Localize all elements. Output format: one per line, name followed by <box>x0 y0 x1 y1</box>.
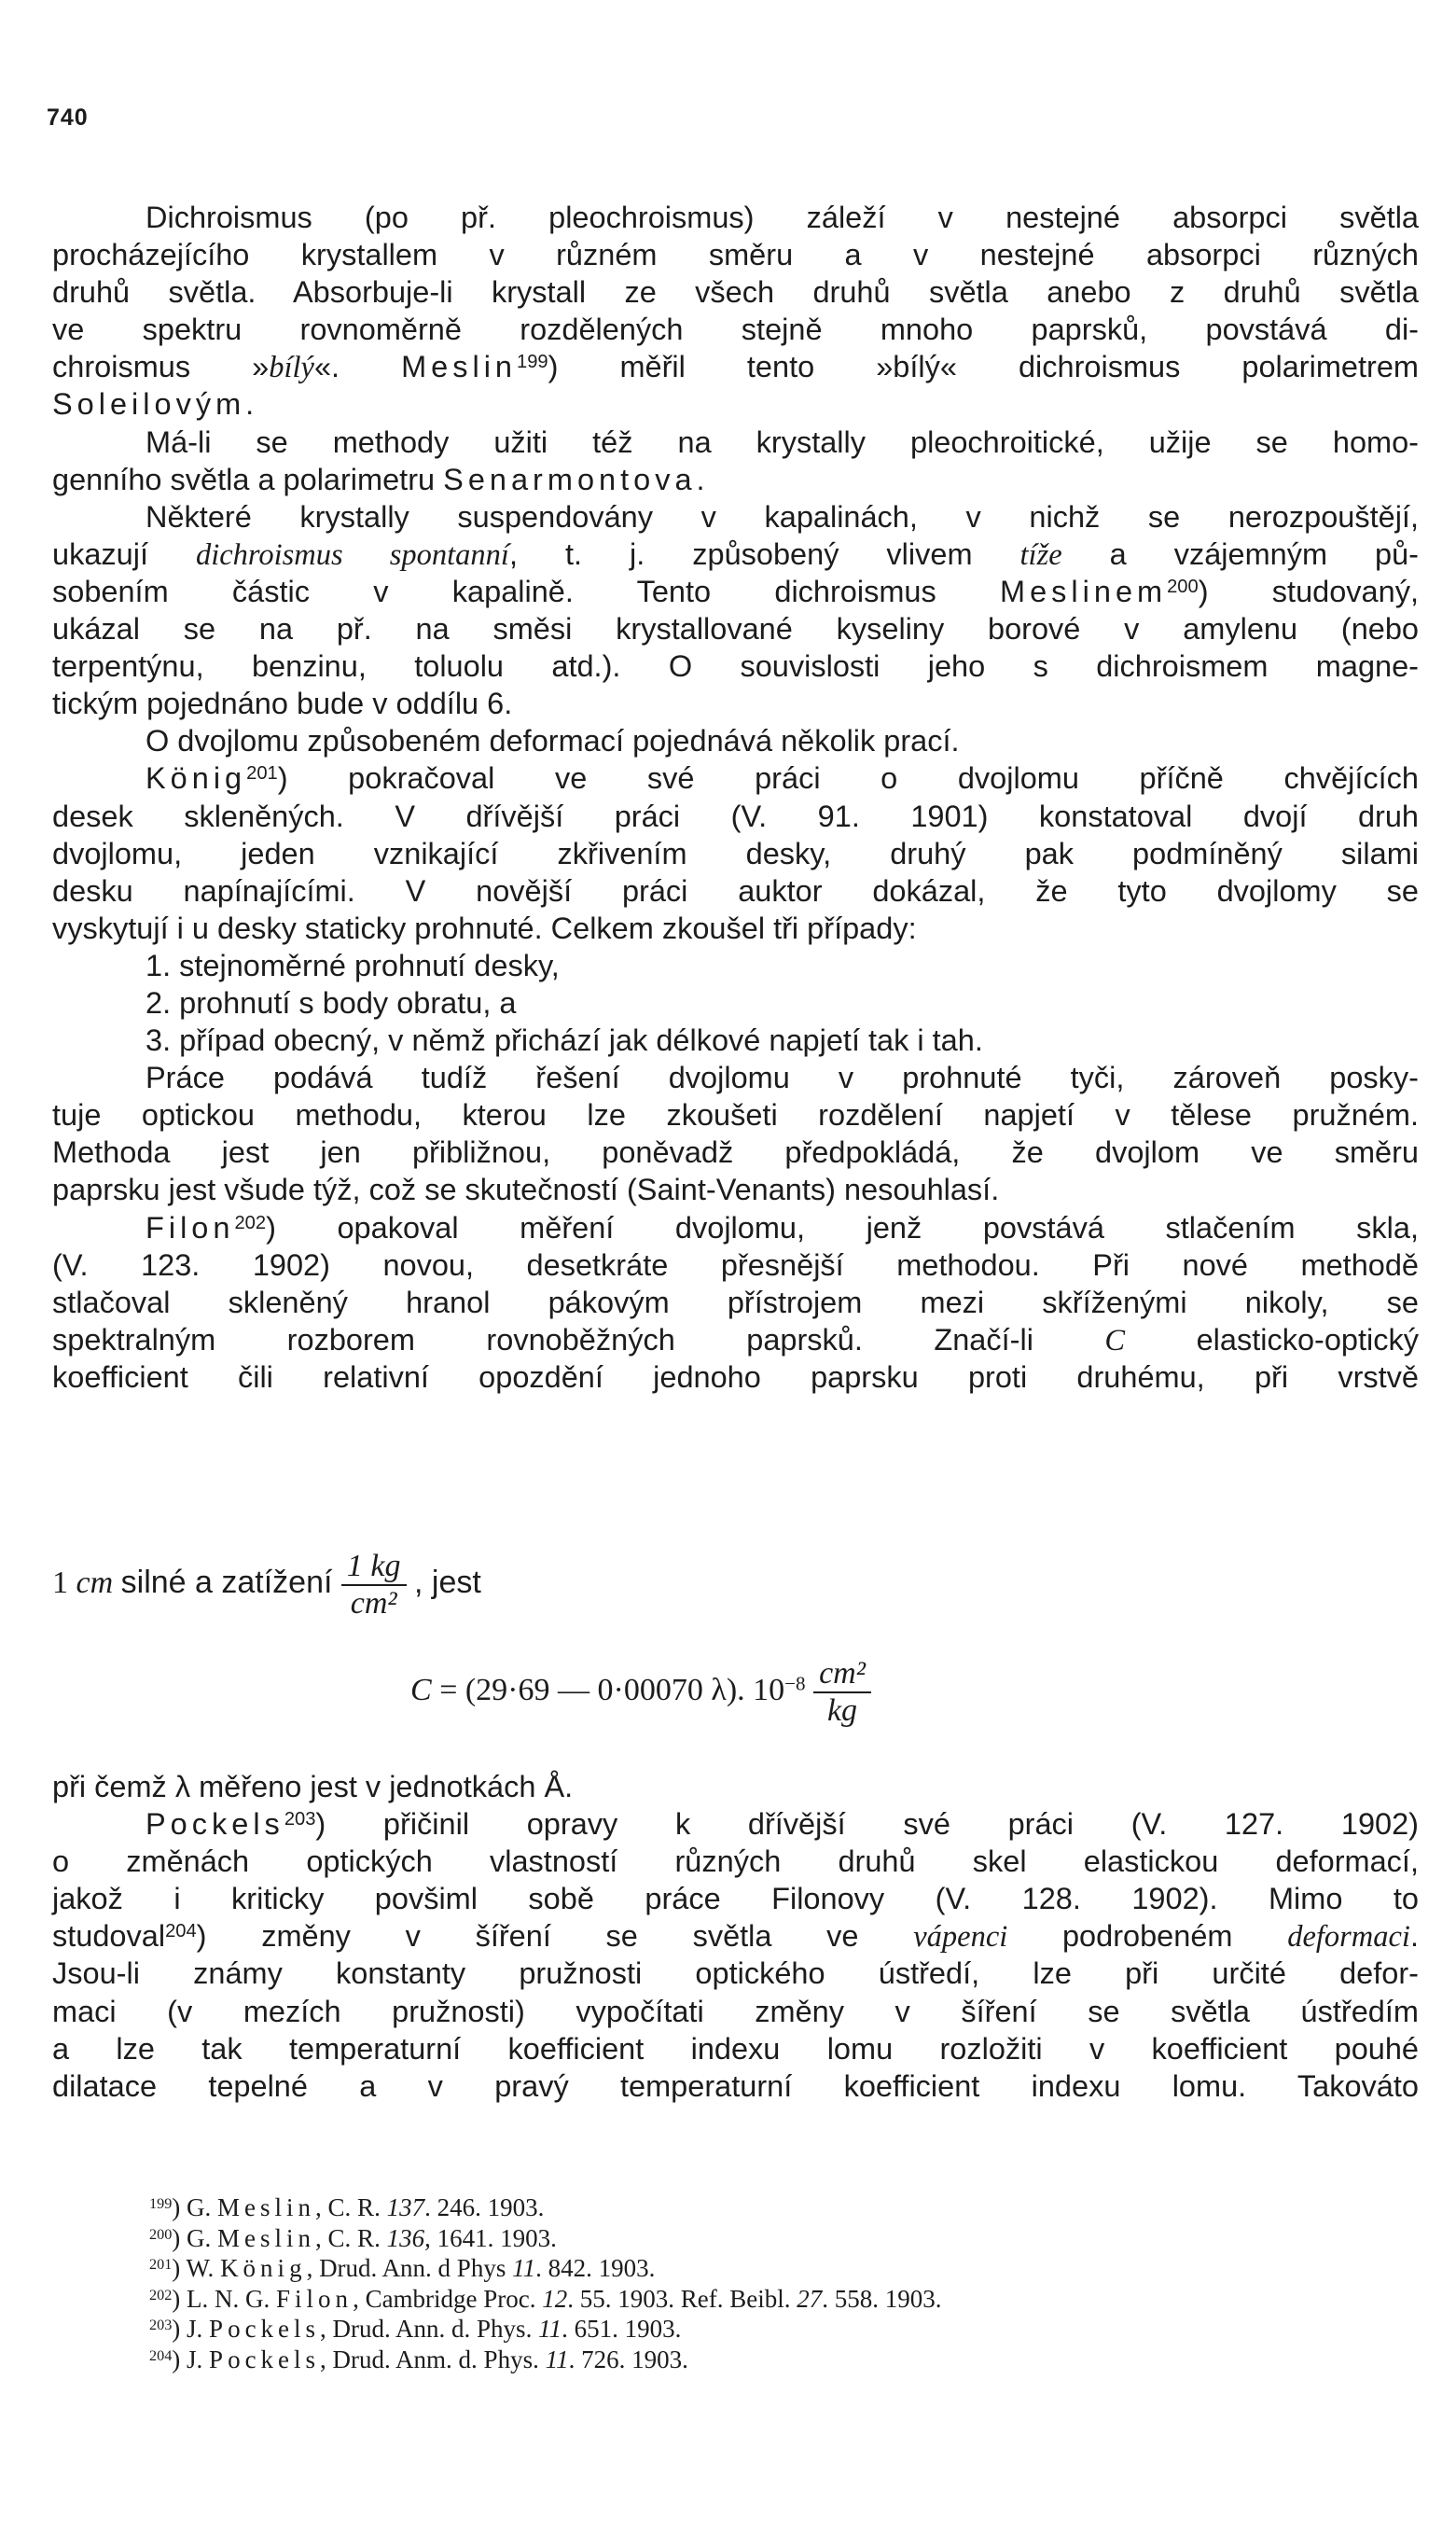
continued-text-block <box>52 1768 1419 2105</box>
text-run: Soleilovým. <box>52 387 259 422</box>
formula-lhs: C <box>410 1672 432 1707</box>
text-run: Meslin <box>401 350 517 384</box>
unit-numerator: cm² <box>813 1656 871 1693</box>
footnote-number: 203 <box>149 2316 173 2333</box>
text-run: , C. R. <box>315 2193 387 2221</box>
text-run: . 651. 1903. <box>562 2315 682 2343</box>
footnote-204 <box>149 2345 1436 2375</box>
text-line <box>52 610 1419 647</box>
text-line <box>52 1096 1419 1134</box>
footnote-number: 204 <box>149 2346 173 2364</box>
text-line <box>52 1768 1419 1805</box>
formula-unit: cm <box>76 1565 114 1600</box>
footnote-ref: 200 <box>1167 576 1199 597</box>
text-run: při čemž λ měřeno jest v jednotkách Å. <box>52 1770 574 1803</box>
footnote-ref: 201 <box>246 763 278 785</box>
text-line <box>52 573 1419 610</box>
text-run: , Drud. Ann. d. Phys. <box>320 2315 539 2343</box>
text-run: studoval <box>52 1919 166 1954</box>
footnote-ref: 199 <box>517 352 548 373</box>
text-line <box>52 311 1419 348</box>
text-run: 1. stejnoměrné prohnutí desky, <box>146 948 560 982</box>
text-run: . 55. 1903. Ref. Beibl. <box>567 2284 797 2313</box>
footnote-201 <box>149 2253 1436 2284</box>
text-run: . 726. 1903. <box>568 2345 688 2373</box>
formula-coefficient <box>410 1656 871 1729</box>
fraction-numerator: 1 kg <box>341 1549 407 1586</box>
footnote-number: 200 <box>149 2225 173 2243</box>
text-run: Některé krystally suspendovány v kapalinách, v nichž se nerozpouštějí, <box>146 499 1419 534</box>
footnote-200 <box>149 2223 1436 2254</box>
text-run: 27 <box>797 2284 823 2313</box>
text-run: ve spektru rovnoměrně rozdělených stejně mnoho paprsků, povstává di- <box>52 313 1419 347</box>
text-run: . <box>1409 1919 1419 1954</box>
text-run: procházejícího krystallem v různém směru a v nestejné absorpci různých <box>52 238 1419 272</box>
text-run: , Drud. Ann. d Phys <box>306 2254 513 2282</box>
list-item <box>52 1022 1419 1059</box>
text-run: o změnách optických vlastností různých druhů skel elastickou deformací, <box>52 1844 1419 1879</box>
text-run: Filon <box>276 2284 354 2313</box>
text-line <box>52 872 1419 910</box>
formula-unit-fraction <box>813 1656 871 1729</box>
text-run: druhů světla. Absorbuje-li krystall ze všech druhů světla anebo z druhů světla <box>52 275 1419 310</box>
text-run: 136 <box>386 2223 425 2252</box>
text-line <box>52 498 1419 536</box>
text-run: a lze tak temperaturní koefficient indexu lomu rozložiti v koefficient pouhé <box>52 2031 1419 2066</box>
text-line <box>52 1358 1419 1396</box>
text-line <box>52 1246 1419 1284</box>
text-run: stlačoval skleněný hranol pákovým přístrojem mezi skříženými nikoly, se <box>52 1285 1419 1319</box>
main-text-block <box>52 199 1419 1396</box>
text-line <box>52 1843 1419 1880</box>
footnote-203 <box>149 2314 1436 2345</box>
text-run: maci (v mezích pružnosti) vypočítati změny v šíření se světla ústředím <box>52 1994 1419 2028</box>
text-run: dvojlomu, jeden vznikající zkřivením desky, druhý pak podmíněný silami <box>52 836 1419 870</box>
text-line <box>52 461 1419 498</box>
text-line <box>52 722 1419 759</box>
text-run: ) měřil tento »bílý« dichroismus polarimetrem <box>548 350 1420 384</box>
text-run: ukázal se na př. na směsi krystallované kyseliny borové v amylenu (nebo <box>52 612 1419 647</box>
list-item <box>52 947 1419 984</box>
text-line <box>52 536 1419 573</box>
formula-mid-text: silné a zatížení <box>120 1564 341 1600</box>
footnote-number: 201 <box>149 2255 173 2273</box>
text-run: , 1641. 1903. <box>424 2223 557 2252</box>
text-run: ) studovaný, <box>1198 574 1419 608</box>
footnote-ref: 204 <box>165 1921 197 1942</box>
fraction-denominator: cm² <box>350 1586 397 1621</box>
text-run: 2. prohnutí s body obratu, a <box>146 985 517 1020</box>
text-run: bílý <box>269 351 314 385</box>
text-run: J. <box>187 2345 210 2373</box>
text-line <box>52 1209 1419 1246</box>
text-run: «. <box>313 350 402 384</box>
text-line <box>52 759 1419 797</box>
text-run: sobením částic v kapalině. Tento dichroismus <box>52 574 1001 608</box>
text-line <box>52 1059 1419 1096</box>
text-run: tíže <box>1019 537 1062 572</box>
text-run: J. <box>187 2315 210 2343</box>
text-run: desku napínajícími. V novější práci auktor dokázal, že tyto dvojlomy se <box>52 873 1419 908</box>
text-line <box>52 798 1419 835</box>
text-run: 12 <box>542 2284 568 2313</box>
footnote-ref: 202 <box>234 1212 267 1233</box>
formula-load <box>52 1549 481 1621</box>
text-run: genního světla a polarimetru <box>52 462 444 496</box>
text-run: deformaci <box>1287 1920 1410 1955</box>
text-run: tuje optickou methodu, kterou lze zkoušeti rozdělení napjetí v tělese pružném. <box>52 1098 1419 1133</box>
footnote-paren: ) <box>172 2254 187 2282</box>
text-line <box>52 2067 1419 2105</box>
formula-suffix: , jest <box>414 1564 481 1600</box>
text-run: vyskytují i u desky staticky prohnuté. Celkem zkoušel tři případy: <box>52 911 917 945</box>
text-run: Meslin <box>217 2223 316 2252</box>
text-run: 11 <box>512 2254 536 2282</box>
text-run: terpentýnu, benzinu, toluolu atd.). O souvislosti jeho s dichroismem magne- <box>52 649 1419 684</box>
formula-exponent: −8 <box>784 1672 806 1695</box>
text-line <box>52 1284 1419 1321</box>
text-line <box>52 385 1419 423</box>
text-run: ) změny v šíření se světla ve <box>196 1919 914 1954</box>
text-line <box>52 647 1419 685</box>
text-run: , t. j. způsobený vlivem <box>508 536 1020 571</box>
formula-prefix: 1 <box>52 1565 68 1600</box>
text-run: a vzájemným pů- <box>1061 536 1419 571</box>
text-run: . 842. 1903. <box>535 2254 656 2282</box>
text-run: Meslinem <box>1000 574 1168 608</box>
text-run: C <box>1104 1323 1126 1357</box>
text-line <box>52 199 1419 236</box>
text-run: podrobeném <box>1007 1919 1288 1954</box>
text-run: 3. případ obecný, v němž přichází jak délkové napjetí tak i tah. <box>146 1023 983 1058</box>
text-line <box>52 1134 1419 1171</box>
text-run: dichroismus spontanní <box>195 537 509 572</box>
text-run: Senarmontova. <box>443 462 710 496</box>
footnotes <box>149 2192 1436 2374</box>
page-number: 740 <box>47 104 89 131</box>
text-line <box>52 273 1419 311</box>
text-line <box>52 1805 1419 1843</box>
footnote-202 <box>149 2284 1436 2315</box>
text-line <box>52 835 1419 872</box>
footnote-paren: ) <box>172 2223 187 2252</box>
text-run: Methoda jest jen přibližnou, poněvadž předpokládá, že dvojlom ve směru <box>52 1135 1419 1170</box>
text-line <box>52 910 1419 947</box>
text-run: Pockels <box>146 1807 284 1842</box>
text-run: koefficient čili relativní opozdění jednoho paprsku proti druhému, při vrstvě <box>52 1359 1419 1394</box>
list-item <box>52 984 1419 1022</box>
text-line <box>52 1321 1419 1358</box>
text-line <box>52 1880 1419 1917</box>
text-run: O dvojlomu způsobeném deformací pojednává několik prací. <box>146 724 960 759</box>
text-line <box>52 1917 1419 1955</box>
text-line <box>52 1993 1419 2030</box>
formula-fraction <box>341 1549 407 1621</box>
text-run: 11 <box>545 2345 569 2373</box>
text-run: Pockels <box>209 2315 321 2343</box>
text-line <box>52 1171 1419 1208</box>
text-run: dilatace tepelné a v pravý temperaturní koefficient indexu lomu. Takováto <box>52 2068 1419 2103</box>
text-run: Jsou-li známy konstanty pružnosti optického ústředí, lze při určité defor- <box>52 1956 1419 1991</box>
text-line <box>52 348 1419 385</box>
text-run: jakož i kriticky povšiml sobě práce Filonovy (V. 128. 1902). Mimo to <box>52 1882 1419 1916</box>
text-run: Meslin <box>217 2193 316 2221</box>
text-run: Má-li se methody užiti též na krystally pleochroitické, užije se homo- <box>146 424 1419 459</box>
text-line <box>52 236 1419 273</box>
text-line <box>52 685 1419 722</box>
text-run: Pockels <box>209 2345 321 2373</box>
text-run: . 558. 1903. <box>822 2284 942 2313</box>
text-run: G. <box>187 2223 218 2252</box>
text-run: ) opakoval měření dvojlomu, jenž povstává stlačením skla, <box>266 1210 1419 1245</box>
text-run: , C. R. <box>315 2223 387 2252</box>
text-run: ) pokračoval ve své práci o dvojlomu příčně chvějících <box>277 761 1419 796</box>
text-run: , Drud. Anm. d. Phys. <box>320 2345 546 2373</box>
text-run: ) přičinil opravy k dřívější své práci (V. 127. 1902) <box>315 1807 1419 1842</box>
text-run: 137 <box>386 2193 425 2221</box>
text-run: König <box>220 2254 307 2282</box>
text-run: desek skleněných. V dřívější práci (V. 91. 1901) konstatoval dvojí druh <box>52 799 1419 833</box>
text-run: Dichroismus (po př. pleochroismus) záleží v nestejné absorpci světla <box>146 201 1419 234</box>
text-run: Filon <box>146 1210 235 1245</box>
formula-equation: = (29·69 — 0·00070 λ). 10 <box>439 1672 785 1707</box>
text-run: spektralným rozborem rovnoběžných paprsků. Značí-li <box>52 1322 1105 1357</box>
footnote-199 <box>149 2192 1436 2223</box>
text-run: tickým pojednáno bude v oddílu 6. <box>52 687 513 721</box>
footnote-number: 199 <box>149 2194 173 2212</box>
footnote-paren: ) <box>172 2345 187 2373</box>
text-line <box>52 424 1419 461</box>
text-run: Práce podává tudíž řešení dvojlomu v prohnuté tyči, zároveň posky- <box>146 1061 1419 1095</box>
text-line <box>52 2030 1419 2067</box>
text-run: ukazují <box>52 536 196 571</box>
text-run: elasticko-optický <box>1125 1322 1420 1357</box>
text-run: König <box>146 761 247 796</box>
text-run: paprsku jest všude týž, což se skutečností (Saint-Venants) nesouhlasí. <box>52 1173 1000 1207</box>
text-line <box>52 1955 1419 1992</box>
text-run: W. <box>186 2254 221 2282</box>
footnote-paren: ) <box>172 2193 187 2221</box>
text-run: . 246. 1903. <box>424 2193 545 2221</box>
footnote-paren: ) <box>172 2315 187 2343</box>
text-run: chroismus » <box>52 350 270 384</box>
footnote-number: 202 <box>149 2286 173 2303</box>
text-run: 11 <box>538 2315 562 2343</box>
footnote-paren: ) <box>172 2284 187 2313</box>
footnote-ref: 203 <box>284 1809 316 1830</box>
text-run: , Cambridge Proc. <box>353 2284 543 2313</box>
text-run: L. N. G. <box>187 2284 277 2313</box>
text-run: (V. 123. 1902) novou, desetkráte přesnější methodou. Při nové methodě <box>52 1247 1419 1282</box>
text-run: vápenci <box>913 1920 1008 1955</box>
text-run: G. <box>187 2193 218 2221</box>
unit-denominator: kg <box>826 1693 858 1728</box>
